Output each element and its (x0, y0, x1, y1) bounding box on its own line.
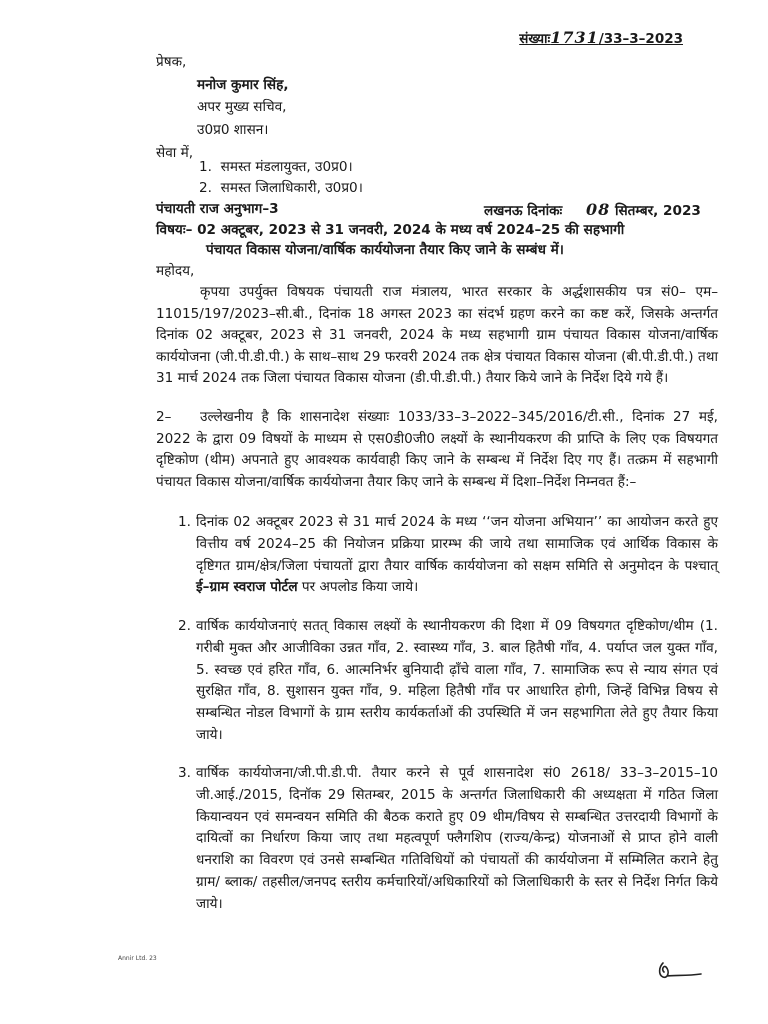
paragraph-2: उल्लेखनीय है कि शासनादेश संख्याः 1033/33–3–2022–345/2016/टी.सी., दिनांक 27 मई, 2022 के द्वारा 09 विषयों के माध्यम से एस0डी0जी0 लक्ष्यों के स्थानीयकरण की प्राप्ति के लिए एक विषयगत दृष्टिकोण (थीम) अपनाते हुए आवश्यक कार्यवाही किए जाने के सम्बन्ध में निर्देश दिए गए हैं। तत्क्रम में सहभागी पंचायत विकास योजना/वार्षिक कार्ययोजना तैयार किए जाने के सम्बन्ध में दिशा–निर्देश निम्नवत हैं:– (156, 409, 718, 490)
signature-mark (655, 957, 705, 989)
sender-name: मनोज कुमार सिंह, (197, 77, 289, 93)
item-1-number: 1. (178, 514, 191, 530)
recipient-text: समस्त मंडलायुक्त, उ0प्र0। (220, 159, 353, 175)
date-label: लखनऊ दिनांकः (484, 203, 563, 219)
paragraph-2-number: 2– (156, 409, 172, 425)
item-1 (196, 512, 718, 599)
salutation: महोदय, (156, 263, 195, 279)
item-3: वार्षिक कार्ययोजना/जी.पी.डी.पी. तैयार करने से पूर्व शासनादेश सं0 2618/ 33–3–2015–10 जी.आई./2015, दिनॉक 29 सितम्बर, 2015 के अन्तर्गत जिलाधिकारी की अध्यक्षता में गठित जिला कियान्वयन एवं समन्वयन समिति की बैठक कराते हुए 09 थीम/विषय से सम्बन्धित उत्तरदायी विभागों के दायित्वों का निर्धारण किया जाए तथा महत्वपूर्ण फ्लैगशिप (राज्य/केन्द्र) योजनाओं से प्राप्त होने वाली धनराशि का विवरण एवं उनसे सम्बन्धित गतिविधियों को पंचायतों की कार्ययोजना में सम्मिलित कराने हेतु ग्राम/ ब्लाक/ तहसील/जनपद स्तरीय कर्मचारियों/अधिकारियों को जिलाधिकारी के स्तर से निर्देश निर्गत किये जाये। (196, 765, 718, 912)
recipient-num: 2. (199, 180, 212, 196)
recipient-num: 1. (199, 159, 212, 175)
footer-code: Annir Ltd. 23 (118, 955, 157, 962)
letter-date (484, 199, 701, 223)
reference-number (519, 27, 683, 51)
subject-line-2: पंचायत विकास योजना/वार्षिक कार्ययोजना तैयार किए जाने के सम्बंध में। (206, 242, 564, 258)
portal-name: ई–ग्राम स्वराज पोर्टल (196, 579, 298, 596)
recipient-text: समस्त जिलाधिकारी, उ0प्र0। (220, 180, 363, 196)
sender-designation: अपर मुख्य सचिव, (197, 99, 287, 115)
paragraph-1: कृपया उपर्युक्त विषयक पंचायती राज मंत्रालय, भारत सरकार के अर्द्धशासकीय पत्र सं0– एम–11015/197/2023–सी.बी., दिनांक 18 अगस्त 2023 का संदर्भ ग्रहण करने का कष्ट करें, जिसके अन्तर्गत दिनांक 02 अक्टूबर, 2023 से 31 जनवरी, 2024 के मध्य सहभागी ग्राम पंचायत विकास योजना/वार्षिक कार्ययोजना (जी.पी.डी.पी.) के साथ–साथ 29 फरवरी 2024 तक क्षेत्र पंचायत विकास योजना (बी.पी.डी.पी.) तथा 31 मार्च 2024 तक जिला पंचायत विकास योजना (डी.पी.डी.पी.) तैयार किये जाने के निर्देश दिये गये हैं। (156, 284, 718, 387)
reference-label: संख्याः (519, 31, 551, 47)
subject-line-1: विषयः– 02 अक्टूबर, 2023 से 31 जनवरी, 2024 के मध्य वर्ष 2024–25 की सहभागी (156, 222, 625, 238)
recipient-item (199, 178, 363, 200)
sender-office: उ0प्र0 शासन। (197, 122, 269, 138)
recipient-item (199, 157, 353, 179)
item-2-number: 2. (178, 618, 191, 634)
item-1-tail: पर अपलोड किया जाये। (301, 579, 419, 596)
reference-suffix: /33–3–2023 (598, 31, 683, 47)
sender-label: प्रेषक, (156, 54, 187, 70)
item-1-text: दिनांक 02 अक्टूबर 2023 से 31 मार्च 2024 के मध्य ‘‘जन योजना अभियान’’ का आयोजन करते हुए वित्तीय वर्ष 2024–25 की नियोजन प्रक्रिया प्रारम्भ की जाये तथा सामाजिक एवं आर्थिक विकास के दृष्टिगत ग्राम/क्षेत्र/जिला पंचायतों द्वारा तैयार वार्षिक कार्ययोजना को सक्षम समिति से अनुमोदन के पश्चात् (196, 514, 718, 574)
recipients-label: सेवा में, (156, 145, 194, 161)
date-rest: सितम्बर, 2023 (614, 203, 701, 219)
handwritten-number: 1731 (550, 28, 599, 47)
date-day: 08 (585, 200, 611, 219)
item-3-number: 3. (178, 765, 191, 781)
section-name: पंचायती राज अनुभाग–3 (156, 201, 279, 217)
item-2: वार्षिक कार्ययोजनाएं सतत् विकास लक्ष्यों के स्थानीयकरण की दिशा में 09 विषयगत दृष्टिकोण/थीम (1. गरीबी मुक्त और आजीविका उन्नत गाँव, 2. स्वास्थ्य गाँव, 3. बाल हितैषी गाँव, 4. पर्याप्त जल युक्त गाँव, 5. स्वच्छ एवं हरित गाँव, 6. आत्मनिर्भर बुनियादी ढ़ाँचे वाला गाँव, 7. सामाजिक रूप से न्याय संगत एवं सुरक्षित गाँव, 8. सुशासन युक्त गाँव, 9. महिला हितैषी गाँव पर आधारित होगी, जिन्हें विभिन्न विषय से सम्बन्धित नोडल विभागों के ग्राम स्तरीय कार्यकर्ताओं की उपस्थिति में जन सहभागिता लेते हुए तैयार किया जाये। (196, 618, 718, 743)
